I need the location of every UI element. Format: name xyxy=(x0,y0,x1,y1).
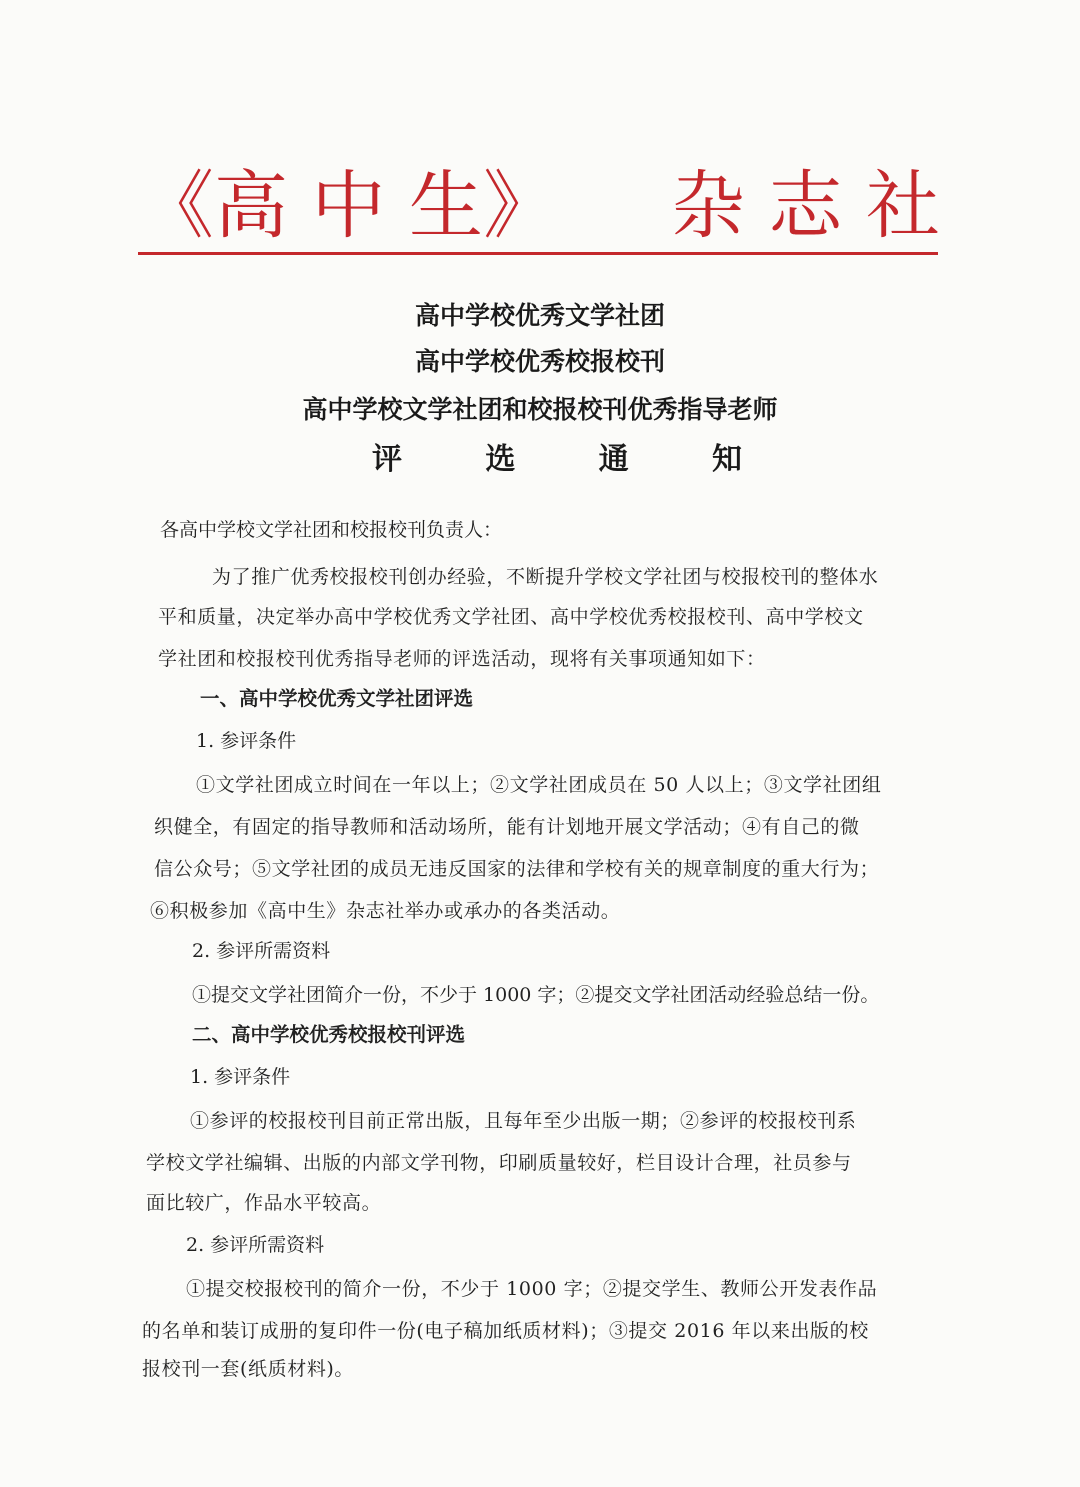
heading-line-1: 高中学校优秀文学社团 xyxy=(414,301,665,330)
heading-line-2: 高中学校优秀校报校刊 xyxy=(414,347,665,376)
intro-line: 学社团和校报校刊优秀指导老师的评选活动，现将有关事项通知如下： xyxy=(158,648,766,670)
section-1-condition-line: 织健全，有固定的指导教师和活动场所，能有计划地开展文学活动；④有自己的微 xyxy=(154,816,860,838)
section-1-sub2-title: 2. 参评所需资料 xyxy=(192,940,331,962)
intro-line: 平和质量，决定举办高中学校优秀文学社团、高中学校优秀校报校刊、高中学校文 xyxy=(158,606,864,628)
section-2-sub2-title: 2. 参评所需资料 xyxy=(186,1234,325,1256)
notice-char: 评 xyxy=(372,442,402,477)
notice-char: 知 xyxy=(711,442,742,477)
section-1-condition-line: ①文学社团成立时间在一年以上；②文学社团成员在 50 人以上；③文学社团组 xyxy=(196,774,882,796)
section-1-materials-line: ①提交文学社团简介一份，不少于 1000 字；②提交文学社团活动经验总结一份。 xyxy=(192,984,880,1006)
salutation: 各高中学校文学社团和校报校刊负责人： xyxy=(160,519,503,541)
intro-line: 为了推广优秀校报校刊创办经验，不断提升学校文学社团与校报校刊的整体水 xyxy=(212,566,879,588)
notice-char: 选 xyxy=(485,442,516,477)
section-2-title: 二、高中学校优秀校报校刊评选 xyxy=(192,1023,466,1046)
section-1-condition-line: ⑥积极参加《高中生》杂志社举办或承办的各类活动。 xyxy=(150,900,621,922)
masthead-title-part2: 杂 志 社 xyxy=(670,163,940,249)
section-2-materials-line: 的名单和装订成册的复印件一份(电子稿加纸质材料)；③提交 2016 年以来出版的校 xyxy=(142,1320,869,1342)
section-2-condition-line: 面比较广，作品水平较高。 xyxy=(146,1192,382,1214)
section-2-materials-line: ①提交校报校刊的简介一份，不少于 1000 字；②提交学生、教师公开发表作品 xyxy=(186,1278,878,1300)
section-2-materials-line: 报校刊一套(纸质材料)。 xyxy=(142,1358,355,1380)
section-1-sub1-title: 1. 参评条件 xyxy=(196,730,297,752)
masthead-title xyxy=(140,150,940,250)
section-2-condition-line: ①参评的校报校刊目前正常出版，且每年至少出版一期；②参评的校报校刊系 xyxy=(190,1110,857,1132)
notice-title xyxy=(372,434,742,478)
section-2-sub1-title: 1. 参评条件 xyxy=(190,1066,291,1088)
section-2-condition-line: 学校文学社编辑、出版的内部文学刊物，印刷质量较好，栏目设计合理，社员参与 xyxy=(146,1152,852,1174)
masthead-title-part1: 《高 中 生》 xyxy=(140,163,558,249)
heading-line-3: 高中学校文学社团和校报校刊优秀指导老师 xyxy=(302,395,778,424)
notice-char: 通 xyxy=(598,442,629,477)
section-1-condition-line: 信公众号；⑤文学社团的成员无违反国家的法律和学校有关的规章制度的重大行为； xyxy=(154,858,880,880)
section-1-title: 一、高中学校优秀文学社团评选 xyxy=(200,687,474,710)
masthead-divider xyxy=(138,252,938,255)
